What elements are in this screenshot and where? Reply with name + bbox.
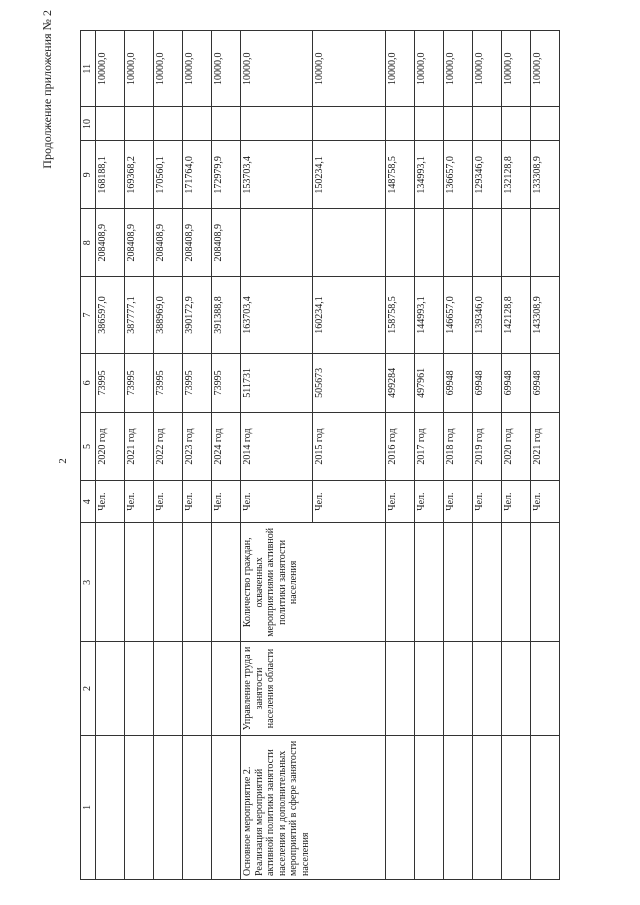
table-cell: 142128,8 (501, 277, 530, 353)
table-cell: 2021 год (530, 413, 559, 481)
table-cell: 2018 год (443, 413, 472, 481)
table-cell: 158758,5 (385, 277, 414, 353)
table-cell (414, 523, 443, 642)
table-cell (385, 735, 414, 879)
table-cell (125, 642, 154, 735)
table-cell (530, 209, 559, 277)
table-cell (212, 735, 241, 879)
table-row (154, 31, 183, 880)
table-cell: 10000,0 (125, 31, 154, 107)
measure-executor: Управление труда и занятости населения области (241, 642, 385, 735)
table-cell (443, 523, 472, 642)
table-cell: 172979,9 (212, 141, 241, 209)
table-cell (212, 642, 241, 735)
table-cell (212, 523, 241, 642)
table-cell: 2019 год (472, 413, 501, 481)
table-cell (530, 642, 559, 735)
table-row (96, 31, 125, 880)
table-cell (125, 523, 154, 642)
table-cell: 499284 (385, 353, 414, 412)
table-cell: 511731 (241, 353, 313, 412)
table-cell: 2024 год (212, 413, 241, 481)
table-row (212, 31, 241, 880)
table-cell: Чел. (125, 480, 154, 522)
table-cell: 69948 (530, 353, 559, 412)
table-cell: 10000,0 (414, 31, 443, 107)
measure-indicator: Количество граждан, охваченных мероприятиями активной политики занятости населения (241, 523, 385, 642)
table-cell: 10000,0 (183, 31, 212, 107)
table-cell: Чел. (183, 480, 212, 522)
table-cell (501, 642, 530, 735)
table-cell: 169368,2 (125, 141, 154, 209)
table-row (501, 31, 530, 880)
table-cell: 10000,0 (212, 31, 241, 107)
table-cell (96, 642, 125, 735)
table-cell (443, 735, 472, 879)
table-cell: Чел. (154, 480, 183, 522)
table-cell: 73995 (154, 353, 183, 412)
col-header: 8 (81, 209, 96, 277)
table-cell: Чел. (241, 480, 313, 522)
table-cell: 136657,0 (443, 141, 472, 209)
table-cell: 10000,0 (154, 31, 183, 107)
table-cell (96, 735, 125, 879)
table-cell: 146657,0 (443, 277, 472, 353)
table-cell: Чел. (414, 480, 443, 522)
table-cell: 73995 (125, 353, 154, 412)
table-cell (472, 209, 501, 277)
col-header: 10 (81, 107, 96, 141)
table-cell: 10000,0 (385, 31, 414, 107)
table-cell: 505673 (313, 353, 385, 412)
table-cell: 10000,0 (530, 31, 559, 107)
table-cell (154, 107, 183, 141)
col-header: 4 (81, 480, 96, 522)
table-cell: 10000,0 (443, 31, 472, 107)
table-cell (96, 107, 125, 141)
table-cell (501, 523, 530, 642)
col-header: 6 (81, 353, 96, 412)
table-cell: 2016 год (385, 413, 414, 481)
rotated-page (40, 10, 560, 880)
table-row (472, 31, 501, 880)
table-cell: 2015 год (313, 413, 385, 481)
table-cell: Чел. (443, 480, 472, 522)
table-cell (385, 209, 414, 277)
table-cell (154, 735, 183, 879)
table-cell (501, 107, 530, 141)
table-cell: 10000,0 (241, 31, 313, 107)
table-cell: 153703,4 (241, 141, 313, 209)
table-cell (183, 735, 212, 879)
table-cell (414, 642, 443, 735)
table-cell (472, 107, 501, 141)
table-cell: 10000,0 (96, 31, 125, 107)
table-cell: Чел. (501, 480, 530, 522)
table-cell: Чел. (472, 480, 501, 522)
page-number: 2 (56, 458, 69, 464)
table-cell (443, 642, 472, 735)
table-cell: Чел. (530, 480, 559, 522)
table-cell: 2020 год (96, 413, 125, 481)
table-cell: 69948 (472, 353, 501, 412)
table-cell: Чел. (96, 480, 125, 522)
table-cell (313, 107, 385, 141)
table-cell (414, 107, 443, 141)
table-cell (241, 107, 313, 141)
table-cell: 2023 год (183, 413, 212, 481)
col-header: 1 (81, 735, 96, 879)
table-row (414, 31, 443, 880)
table-cell: 132128,8 (501, 141, 530, 209)
table-cell: 497961 (414, 353, 443, 412)
table-row (241, 31, 313, 880)
table-cell (472, 523, 501, 642)
table-cell (414, 735, 443, 879)
header-row (81, 31, 96, 880)
table-cell (472, 735, 501, 879)
table-cell: 386597,0 (96, 277, 125, 353)
table-cell (125, 107, 154, 141)
table-cell (183, 642, 212, 735)
table-cell: 171764,0 (183, 141, 212, 209)
table-cell: 387777,1 (125, 277, 154, 353)
table-cell (530, 523, 559, 642)
table-cell: 69948 (443, 353, 472, 412)
table-cell (472, 642, 501, 735)
table-cell: 2020 год (501, 413, 530, 481)
table-cell (313, 209, 385, 277)
table-cell (530, 107, 559, 141)
table-cell: 2017 год (414, 413, 443, 481)
table-cell: 390172,9 (183, 277, 212, 353)
table-cell: 150234,1 (313, 141, 385, 209)
table-cell (385, 523, 414, 642)
table-cell: 2014 год (241, 413, 313, 481)
table-cell: 208408,9 (212, 209, 241, 277)
table-cell (212, 107, 241, 141)
table-cell: Чел. (212, 480, 241, 522)
table-cell: 73995 (183, 353, 212, 412)
col-header: 5 (81, 413, 96, 481)
table-cell (443, 209, 472, 277)
table-cell: 129346,0 (472, 141, 501, 209)
table-cell (385, 107, 414, 141)
table-row (443, 31, 472, 880)
table-cell: 143308,9 (530, 277, 559, 353)
table-cell: 2022 год (154, 413, 183, 481)
table-cell: Чел. (385, 480, 414, 522)
table-cell: 163703,4 (241, 277, 313, 353)
table-cell: 134993,1 (414, 141, 443, 209)
table-cell: 208408,9 (96, 209, 125, 277)
table-cell: 144993,1 (414, 277, 443, 353)
table-cell (501, 735, 530, 879)
table-cell: 388969,0 (154, 277, 183, 353)
table-cell: 73995 (212, 353, 241, 412)
table-row (530, 31, 559, 880)
table-cell: Чел. (313, 480, 385, 522)
data-table (80, 30, 560, 880)
col-header: 11 (81, 31, 96, 107)
col-header: 2 (81, 642, 96, 735)
table-cell: 168188,1 (96, 141, 125, 209)
col-header: 9 (81, 141, 96, 209)
table-cell: 208408,9 (154, 209, 183, 277)
col-header: 7 (81, 277, 96, 353)
table-cell: 170560,1 (154, 141, 183, 209)
table-cell: 208408,9 (183, 209, 212, 277)
table-cell (183, 107, 212, 141)
table-cell: 208408,9 (125, 209, 154, 277)
table-cell (443, 107, 472, 141)
table-cell: 2021 год (125, 413, 154, 481)
table-cell: 10000,0 (501, 31, 530, 107)
table-cell (241, 209, 313, 277)
table-cell: 148758,5 (385, 141, 414, 209)
table-cell: 73995 (96, 353, 125, 412)
measure-name: Основное мероприятие 2. Реализация мероприятий активной политики занятости населения и дополнительных мероприятий в сфере занятости населения (241, 735, 385, 879)
table-row (183, 31, 212, 880)
table-cell: 10000,0 (472, 31, 501, 107)
table-cell: 69948 (501, 353, 530, 412)
table-cell (154, 523, 183, 642)
table-cell (414, 209, 443, 277)
col-header: 3 (81, 523, 96, 642)
table-row (385, 31, 414, 880)
table-cell (183, 523, 212, 642)
table-cell (530, 735, 559, 879)
table-cell: 139346,0 (472, 277, 501, 353)
table-cell (385, 642, 414, 735)
table-cell (96, 523, 125, 642)
table-cell: 133308,9 (530, 141, 559, 209)
table-cell: 391388,8 (212, 277, 241, 353)
table-cell (154, 642, 183, 735)
table-cell (125, 735, 154, 879)
table-cell: 160234,1 (313, 277, 385, 353)
table-cell: 10000,0 (313, 31, 385, 107)
table-cell (501, 209, 530, 277)
appendix-title: Продолжение приложения № 2 (40, 10, 54, 169)
table-row (125, 31, 154, 880)
